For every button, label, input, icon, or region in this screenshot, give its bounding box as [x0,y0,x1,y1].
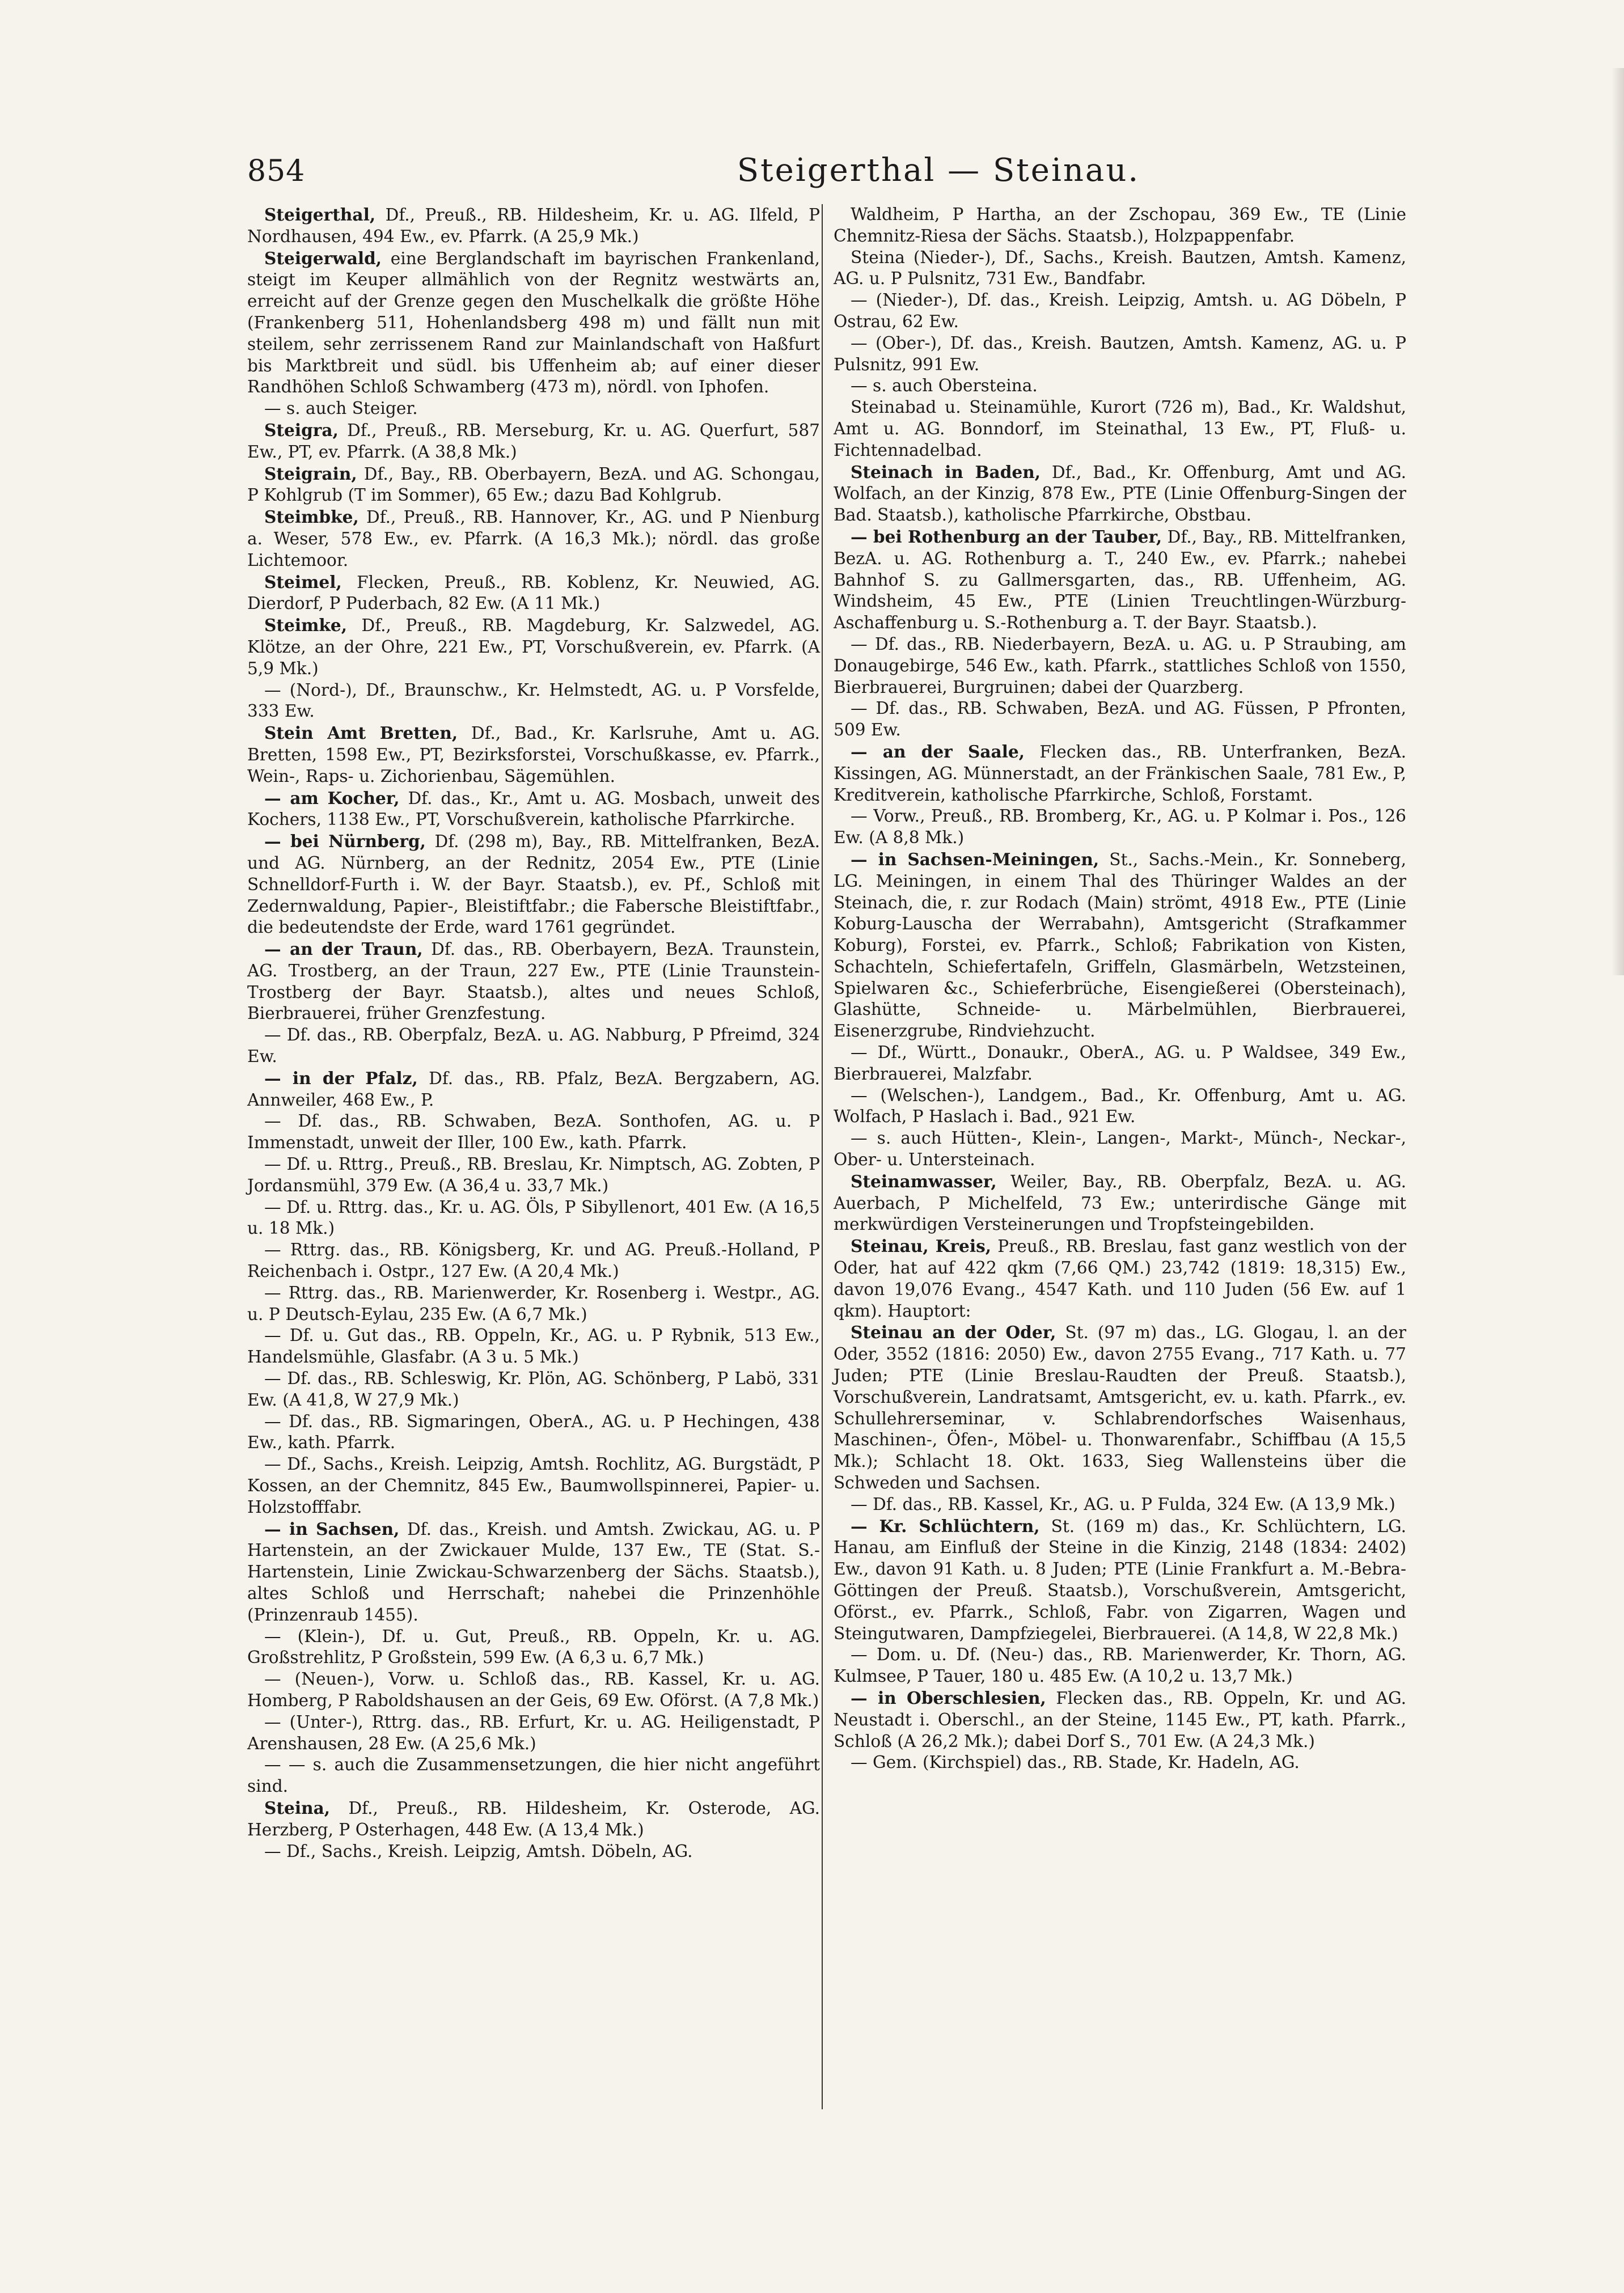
entry-headword: Steigerwald, [264,248,382,268]
dictionary-entry [247,1154,820,1197]
entry-text: Df., Bay., RB. Oberbayern, BezA. und AG. Schongau, P Kohlgrub (T im Sommer), 65 Ew.; dazu Bad Kohlgrub. [247,464,820,505]
entry-text: — Rttrg. das., RB. Marienwerder, Kr. Rosenberg i. Westpr., AG. u. P Deutsch-Eylau, 235 Ew. (A 6,7 Mk.) [247,1283,820,1324]
dictionary-entry [834,1236,1406,1322]
entry-text: Df. das., Kr., Amt u. AG. Mosbach, unweit des Kochers, 1138 Ew., PT, Vorschußverein, katholische Pfarrkirche. [247,788,820,830]
entry-text: Waldheim, P Hartha, an der Zschopau, 369 Ew., TE (Linie Chemnitz-Riesa der Sächs. Staatsb.), Holzpappenfabr. [834,205,1406,246]
entry-text: Df., Preuß., RB. Hildesheim, Kr. Osterode, AG. Herzberg, P Osterhagen, 448 Ew. (A 13,4 Mk.) [247,1798,820,1839]
column-divider [822,204,823,2109]
entry-text: Steina (Nieder-), Df., Sachs., Kreish. Bautzen, Amtsh. Kamenz, AG. u. P Pulsnitz, 731 Ew., Bandfabr. [834,247,1406,289]
dictionary-entry [247,463,820,507]
entry-headword: — in Oberschlesien, [851,1687,1046,1708]
entry-text: — Df., Sachs., Kreish. Leipzig, Amtsh. Döbeln, AG. [264,1841,693,1861]
dictionary-entry [247,722,820,787]
entry-text: — Gem. (Kirchspiel) das., RB. Stade, Kr. Hadeln, AG. [851,1753,1300,1772]
dictionary-entry [247,1239,820,1283]
entry-text: St. (97 m) das., LG. Glogau, l. an der Oder, 3552 (1816: 2050) Ew., davon 2755 Evang., 717 Kath. u. 77 Juden; PTE (Linie Breslau-Raudten der Preuß. Staatsb.), Vorschußverein, Landratsamt, Amtsgericht, ev. u. kath. Pfarrk., ev. Schullehrerseminar, v. Schlabrendorfsches Waisenhaus, Maschinen-, Öfen-, Möbel- u. Thonwarenfabr., Schiffbau (A 15,5 Mk.); Schlacht 18. Okt. 1633, Sieg Wallensteins über die Schweden und Sachsen. [834,1323,1407,1493]
dictionary-entry [834,806,1406,849]
dictionary-entry [834,1085,1406,1128]
entry-text: Df. das., Kreish. und Amtsh. Zwickau, AG. u. P Hartenstein, an der Zwickauer Mulde, 137 Ew., TE (Stat. S.-Hartenstein, Linie Zwickau-Schwarzenberg der Sächs. Staatsb.), altes Schloß und Herrschaft; nahebei die Prinzenhöhle (Prinzenraub 1455). [247,1519,820,1624]
dictionary-entry [834,849,1406,1042]
dictionary-entry [247,420,820,463]
dictionary-entry [247,1025,820,1068]
dictionary-entry [834,1042,1406,1085]
left-column [247,204,820,1862]
entry-text: Df. das., RB. Oberbayern, BezA. Traunstein, AG. Trostberg, an der Traun, 227 Ew., PTE (Linie Traunstein-Trostberg der Bayr. Staatsb.), altes und neues Schloß, Bierbrauerei, früher Grenzfestung. [247,940,820,1023]
dictionary-entry [834,247,1406,290]
dictionary-entry [247,938,820,1025]
entry-text: St., Sachs.-Mein., Kr. Sonneberg, LG. Meiningen, in einem Thal des Thüringer Waldes an der Steinach, die, r. zur Rodach (Main) strömt, 4918 Ew., PTE (Linie Koburg-Lauscha der Werrabahn), Amtsgericht (Strafkammer Koburg), Forstei, ev. Pfarrk., Schloß; Fabrikation von Kisten, Schachteln, Schiefertafeln, Griffeln, Glasmärbeln, Wetzsteinen, Spielwaren &c., Schieferbrüche, Eisengießerei (Obersteinach), Glashütte, Schneide- u. Märbelmühlen, Bierbrauerei, Eisenerzgrube, Rindviehzucht. [834,849,1406,1041]
dictionary-entry [834,1322,1406,1494]
dictionary-entry [834,290,1406,333]
entry-text: eine Berglandschaft im bayrischen Frankenland, steigt im Keuper allmählich von der Regnitz westwärts an, erreicht auf der Grenze gegen den Muschelkalk die größte Höhe (Frankenberg 511, Hohenlandsberg 498 m) und fällt nun mit steilem, sehr zerrissenem Rand zur Mainlandschaft von Haßfurt bis Marktbreit und südl. bis Uffenheim ab; auf einer dieser Randhöhen Schloß Schwamberg (473 m), nördl. von Iphofen. [247,248,820,397]
entry-headword: — in der Pfalz, [264,1068,418,1088]
dictionary-entry [247,1111,820,1154]
entry-text: Flecken das., RB. Unterfranken, BezA. Kissingen, AG. Münnerstadt, an der Fränkischen Saale, 781 Ew., P, Kreditverein, katholische Pfarrkirche, Schloß, Forstamt. [834,742,1406,805]
entry-text: — Df., Sachs., Kreish. Leipzig, Amtsh. Rochlitz, AG. Burgstädt, P Kossen, an der Chemnitz, 845 Ew., Baumwollspinnerei, Papier- u. Holzstofffabr. [247,1454,820,1517]
entry-text: — (Unter-), Rttrg. das., RB. Erfurt, Kr. u. AG. Heiligenstadt, P Arenshausen, 28 Ew. (A 25,6 Mk.) [247,1712,820,1753]
dictionary-entry [834,333,1406,376]
entry-headword: — in Sachsen-Meiningen, [851,849,1099,869]
dictionary-entry [834,1128,1406,1171]
dictionary-entry [834,698,1406,741]
entry-text: — — s. auch die Zusammensetzungen, die hier nicht angeführt sind. [247,1755,820,1796]
entry-text: — (Klein-), Df. u. Gut, Preuß., RB. Oppeln, Kr. u. AG. Großstrehlitz, P Großstein, 599 Ew. (A 6,3 u. 6,7 Mk.) [247,1626,820,1668]
entry-headword: Steinach in Baden, [851,462,1041,482]
entry-text: — Df. u. Gut das., RB. Oppeln, Kr., AG. u. P Rybnik, 513 Ew., Handelsmühle, Glasfabr. (A 3 u. 5 Mk.) [247,1326,820,1367]
dictionary-entry [834,1171,1406,1236]
entry-text: — s. auch Hütten-, Klein-, Langen-, Markt-, Münch-, Neckar-, Ober- u. Untersteinach. [834,1128,1406,1170]
entry-text: — s. auch Steiger. [264,399,418,418]
dictionary-entry [834,1516,1406,1645]
entry-text: — Vorw., Preuß., RB. Bromberg, Kr., AG. u. P Kolmar i. Pos., 126 Ew. (A 8,8 Mk.) [834,806,1406,848]
entry-text: — Df. das., RB. Sigmaringen, OberA., AG. u. P Hechingen, 438 Ew., kath. Pfarrk. [247,1411,820,1453]
dictionary-entry [247,1283,820,1326]
entry-headword: Steimel, [264,572,342,592]
dictionary-entry [834,204,1406,247]
entry-headword: — in Sachsen, [264,1518,400,1539]
entry-headword: Steigra, [264,420,339,440]
entry-text: Df., Bad., Kr. Karlsruhe, Amt u. AG. Bretten, 1598 Ew., PT, Bezirksforstei, Vorschußkasse, ev. Pfarrk., Wein-, Raps- u. Zichorienbau, Sägemühlen. [247,724,820,786]
dictionary-entry [834,375,1406,397]
dictionary-entry [247,1325,820,1368]
dictionary-entry [834,634,1406,698]
dictionary-entry [247,204,820,248]
entry-headword: — bei Nürnberg, [264,831,426,852]
entry-headword: Steigrain, [264,463,357,484]
dictionary-entry [834,1644,1406,1687]
dictionary-entry [247,1197,820,1240]
dictionary-entry [247,788,820,831]
dictionary-entry [834,526,1406,634]
entry-text: Preuß., RB. Breslau, fast ganz westlich von der Oder, hat auf 422 qkm (7,66 QM.) 23,742 (1819: 18,315) Ew., davon 19,076 Evang., 4547 Kath. und 110 Juden (56 Ew. auf 1 qkm). Hauptort: [834,1237,1406,1321]
entry-headword: Stein Amt Bretten, [264,723,458,743]
entry-headword: — am Kocher, [264,788,400,808]
entry-text: — Df. das., RB. Oberpfalz, BezA. u. AG. Nabburg, P Pfreimd, 324 Ew. [247,1025,820,1067]
entry-text: Flecken das., RB. Oppeln, Kr. und AG. Neustadt i. Oberschl., an der Steine, 1145 Ew., PT, kath. Pfarrk., Schloß (A 26,2 Mk.); dabei Dorf S., 701 Ew. (A 24,3 Mk.) [834,1688,1406,1751]
dictionary-entry [247,1669,820,1712]
dictionary-entry [834,462,1406,526]
dictionary-entry [247,398,820,420]
entry-text: Steinabad u. Steinamühle, Kurort (726 m), Bad., Kr. Waldshut, Amt u. AG. Bonndorf, im Steinathal, 13 Ew., PT, Fluß- u. Fichtennadelbad. [834,397,1406,460]
dictionary-entry [247,1626,820,1669]
entry-text: — s. auch Obersteina. [851,376,1038,396]
entry-text: — (Welschen-), Landgem., Bad., Kr. Offenburg, Amt u. AG. Wolfach, P Haslach i. Bad., 921 Ew. [834,1085,1406,1127]
entry-text: St. (169 m) das., Kr. Schlüchtern, LG. Hanau, am Einfluß der Steine in die Kinzig, 2148 (1834: 2402) Ew., davon 91 Kath. u. 8 Juden; PTE (Linie Frankfurt a. M.-Bebra-Göttingen der Preuß. Staatsb.), Vorschußverein, Amtsgericht, Oförst., ev. Pfarrk., Schloß, Fabr. von Zigarren, Wagen und Steingutwaren, Dampfziegelei, Bierbrauerei. (A 14,8, W 22,8 Mk.) [834,1516,1406,1643]
dictionary-entry [247,1068,820,1111]
dictionary-entry [247,1368,820,1411]
dictionary-entry [247,615,820,679]
entry-headword: Steina, [264,1797,331,1818]
entry-headword: — Kr. Schlüchtern, [851,1516,1040,1536]
dictionary-entry [834,1752,1406,1774]
dictionary-entry [247,572,820,615]
dictionary-entry [247,1841,820,1863]
entry-text: — (Nieder-), Df. das., Kreish. Leipzig, Amtsh. u. AG Döbeln, P Ostrau, 62 Ew. [834,290,1406,331]
entry-headword: Steinamwasser, [851,1171,997,1191]
entry-text: Df., Preuß., RB. Hildesheim, Kr. u. AG. Ilfeld, P Nordhausen, 494 Ew., ev. Pfarrk. (A 25,9 Mk.) [247,205,820,246]
entry-text: — Df. das., RB. Kassel, Kr., AG. u. P Fulda, 324 Ew. (A 13,9 Mk.) [851,1494,1395,1514]
entry-text: — Dom. u. Df. (Neu-) das., RB. Marienwerder, Kr. Thorn, AG. Kulmsee, P Tauer, 180 u. 485 Ew. (A 10,2 u. 13,7 Mk.) [834,1645,1406,1686]
dictionary-entry [247,1712,820,1755]
entry-text: — Df. u. Rttrg., Preuß., RB. Breslau, Kr. Nimptsch, AG. Zobten, P Jordansmühl, 379 Ew. (A 36,4 u. 33,7 Mk.) [247,1154,820,1195]
right-column [834,204,1406,1774]
entry-text: Flecken, Preuß., RB. Koblenz, Kr. Neuwied, AG. Dierdorf, P Puderbach, 82 Ew. (A 11 Mk.) [247,572,820,614]
entry-text: — (Neuen-), Vorw. u. Schloß das., RB. Kassel, Kr. u. AG. Homberg, P Raboldshausen an der Geis, 69 Ew. Oförst. (A 7,8 Mk.) [247,1669,820,1710]
entry-text: — (Ober-), Df. das., Kreish. Bautzen, Amtsh. Kamenz, AG. u. P Pulsnitz, 991 Ew. [834,333,1406,374]
page-number: 854 [247,154,306,188]
entry-headword: — an der Traun, [264,939,423,959]
entry-text: Df. das., RB. Pfalz, BezA. Bergzabern, AG. Annweiler, 468 Ew., P. [247,1068,821,1110]
entry-text: Df. (298 m), Bay., RB. Mittelfranken, BezA. und AG. Nürnberg, an der Rednitz, 2054 Ew., PTE (Linie Schnelldorf-Furth i. W. der Bayr. Staatsb.), ev. Pf., Schloß mit Zedernwaldung, Papier-, Bleistiftfabr.; die Fabersche Bleistiftfabr., die bedeutendste der Erde, ward 1761 gegründet. [247,832,821,937]
entry-text: Df., Bad., Kr. Offenburg, Amt und AG. Wolfach, an der Kinzig, 878 Ew., PTE (Linie Offenburg-Singen der Bad. Staatsb.), katholische Pfarrkirche, Obstbau. [834,462,1406,525]
dictionary-entry [247,1518,820,1626]
dictionary-entry [247,1411,820,1454]
entry-text: Df., Bay., RB. Mittelfranken, BezA. u. AG. Rothenburg a. T., 240 Ew., ev. Pfarrk.; nahebei Bahnhof S. zu Gallmersgarten, das., RB. Uffenheim, AG. Windsheim, 45 Ew., PTE (Linien Treuchtlingen-Würzburg-Aschaffenburg u. S.-Rothenburg a. T. der Bayr. Staatsb.). [834,527,1406,633]
entry-text: — Df. das., RB. Schwaben, BezA. und AG. Füssen, P Pfronten, 509 Ew. [834,699,1406,740]
dictionary-entry [247,248,820,399]
dictionary-entry [247,1797,820,1841]
dictionary-entry [247,680,820,723]
entry-text: — Rttrg. das., RB. Königsberg, Kr. und AG. Preuß.-Holland, P Reichenbach i. Ostpr., 127 Ew. (A 20,4 Mk.) [247,1240,820,1281]
entry-headword: Steigerthal, [264,205,376,225]
page-edge-shadow [1612,68,1624,975]
entry-text: Df., Preuß., RB. Hannover, Kr., AG. und P Nienburg a. Weser, 578 Ew., ev. Pfarrk. (A 16,3 Mk.); nördl. das große Lichtemoor. [247,507,820,570]
dictionary-entry [834,1687,1406,1752]
dictionary-entry [834,741,1406,806]
entry-text: — Df. u. Rttrg. das., Kr. u. AG. Öls, P Sibyllenort, 401 Ew. (A 16,5 u. 18 Mk.) [247,1197,820,1238]
entry-headword: — an der Saale, [851,741,1025,761]
entry-headword: Steinau an der Oder, [851,1322,1056,1343]
entry-text: — (Nord-), Df., Braunschw., Kr. Helmstedt, AG. u. P Vorsfelde, 333 Ew. [247,680,820,721]
entry-text: — Df., Württ., Donaukr., OberA., AG. u. P Waldsee, 349 Ew., Bierbrauerei, Malzfabr. [834,1043,1406,1084]
entry-headword: Steinau, Kreis, [851,1236,992,1257]
dictionary-entry [247,506,820,571]
entry-text: Df., Preuß., RB. Merseburg, Kr. u. AG. Querfurt, 587 Ew., PT, ev. Pfarrk. (A 38,8 Mk.) [247,420,820,462]
entry-text: — Df. das., RB. Niederbayern, BezA. u. AG. u. P Straubing, am Donaugebirge, 546 Ew., kath. Pfarrk., stattliches Schloß von 1550, Bierbrauerei, Burgruinen; dabei der Quarzberg. [834,634,1406,697]
dictionary-entry [834,1494,1406,1516]
dictionary-entry [247,1454,820,1518]
dictionary-entry [247,1754,820,1797]
entry-headword: — bei Rothenburg an der Tauber, [851,526,1162,547]
entry-headword: Steimke, [264,615,348,636]
entry-text: — Df. das., RB. Schleswig, Kr. Plön, AG. Schönberg, P Labö, 331 Ew. (A 41,8, W 27,9 Mk.) [247,1369,820,1410]
dictionary-entry [834,397,1406,461]
entry-text: Weiler, Bay., RB. Oberpfalz, BezA. u. AG. Auerbach, P Michelfeld, 73 Ew.; unterirdische Gänge mit merkwürdigen Versteinerungen und Tropfsteingebilden. [834,1171,1406,1234]
dictionary-entry [247,831,820,938]
entry-text: Df., Preuß., RB. Magdeburg, Kr. Salzwedel, AG. Klötze, an der Ohre, 221 Ew., PT, Vorschußverein, ev. Pfarrk. (A 5,9 Mk.) [247,616,820,678]
entry-headword: Steimbke, [264,507,359,527]
entry-text: — Df. das., RB. Schwaben, BezA. Sonthofen, AG. u. P Immenstadt, unweit der Iller, 100 Ew., kath. Pfarrk. [247,1111,820,1153]
running-title: Steigerthal — Steinau. [737,152,1140,189]
